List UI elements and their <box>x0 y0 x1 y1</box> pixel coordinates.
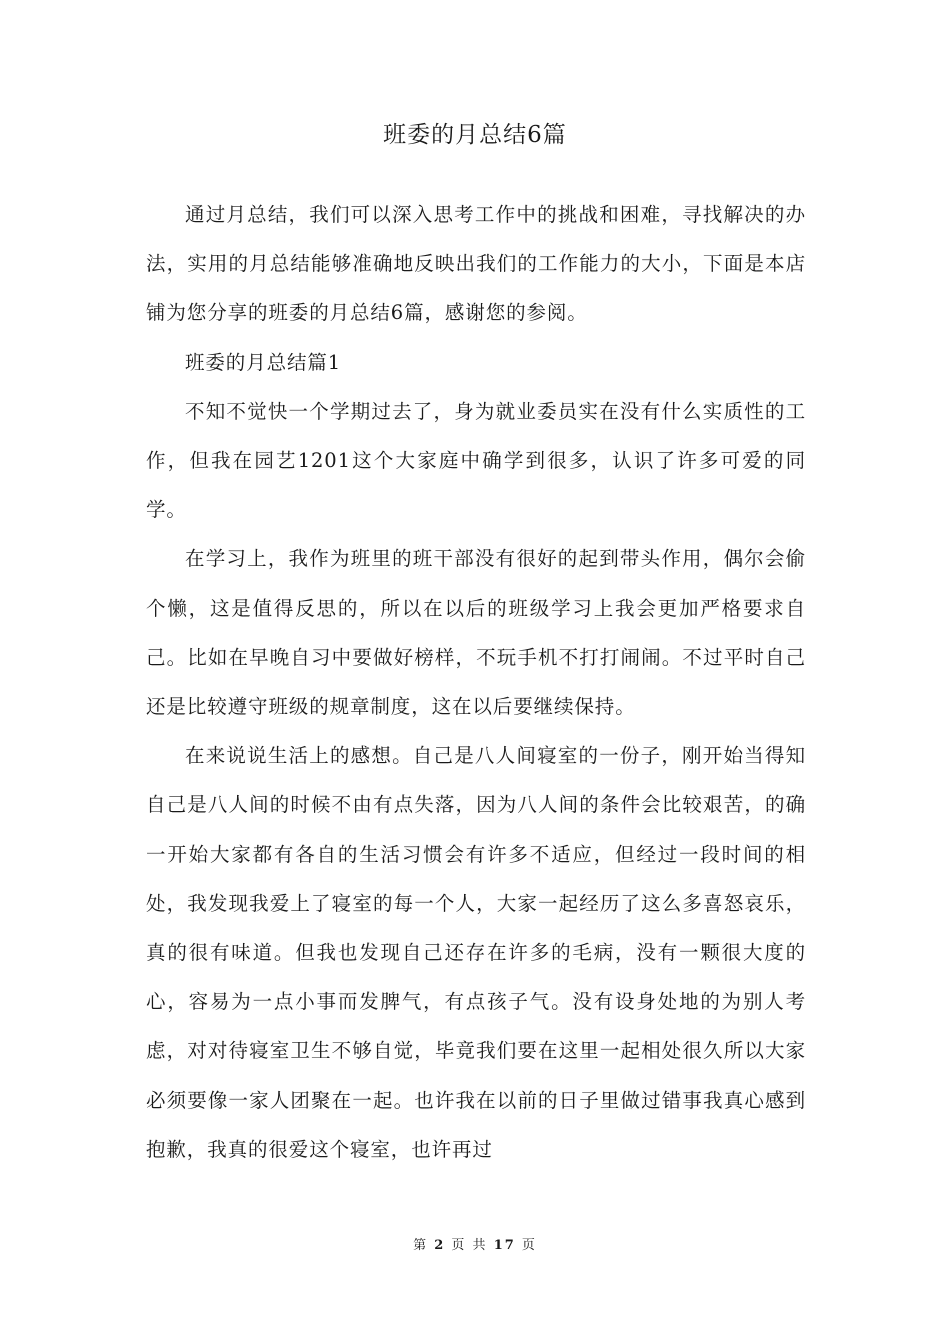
body-paragraph-1: 不知不觉快一个学期过去了，身为就业委员实在没有什么实质性的工作，但我在园艺1201这个大家庭中确学到很多，认识了许多可爱的同学。 <box>146 399 806 522</box>
body-paragraph-3: 在来说说生活上的感想。自己是八人间寝室的一份子，刚开始当得知自己是八人间的时候不由有点失落，因为八人间的条件会比较艰苦，的确一开始大家都有各自的生活习惯会有许多不适应，但经过一段时间的相处，我发现我爱上了寝室的每一个人，大家一起经历了这么多喜怒哀乐，真的很有味道。但我也发现自己还存在许多的毛病，没有一颗很大度的心，容易为一点小事而发脾气，有点孩子气。没有设身处地的为别人考虑，对对待寝室卫生不够自觉，毕竟我们要在这里一起相处很久所以大家必须要像一家人团聚在一起。也许我在以前的日子里做过错事我真心感到抱歉，我真的很爱这个寝室，也许再过 <box>146 744 806 1161</box>
body-paragraph-2: 在学习上，我作为班里的班干部没有很好的起到带头作用，偶尔会偷个懒，这是值得反思的，所以在以后的班级学习上我会更加严格要求自己。比如在早晚自习中要做好榜样，不玩手机不打打闹闹。不过平时自己还是比较遵守班级的规章制度，这在以后要继续保持。 <box>146 547 806 719</box>
footer-current-page: 2 <box>434 1238 446 1253</box>
intro-paragraph: 通过月总结，我们可以深入思考工作中的挑战和困难，寻找解决的办法，实用的月总结能够准确地反映出我们的工作能力的大小，下面是本店铺为您分享的班委的月总结6篇，感谢您的参阅。 <box>146 203 806 325</box>
footer-total-pages: 17 <box>493 1238 516 1253</box>
section-heading: 班委的月总结篇1 <box>185 350 342 374</box>
footer-prefix: 第 <box>413 1238 429 1253</box>
document-title: 班委的月总结6篇 <box>383 122 567 148</box>
footer-middle: 页 共 <box>451 1238 488 1253</box>
document-body <box>146 190 806 1174</box>
footer-suffix: 页 <box>521 1238 537 1253</box>
page-footer <box>0 1234 950 1253</box>
